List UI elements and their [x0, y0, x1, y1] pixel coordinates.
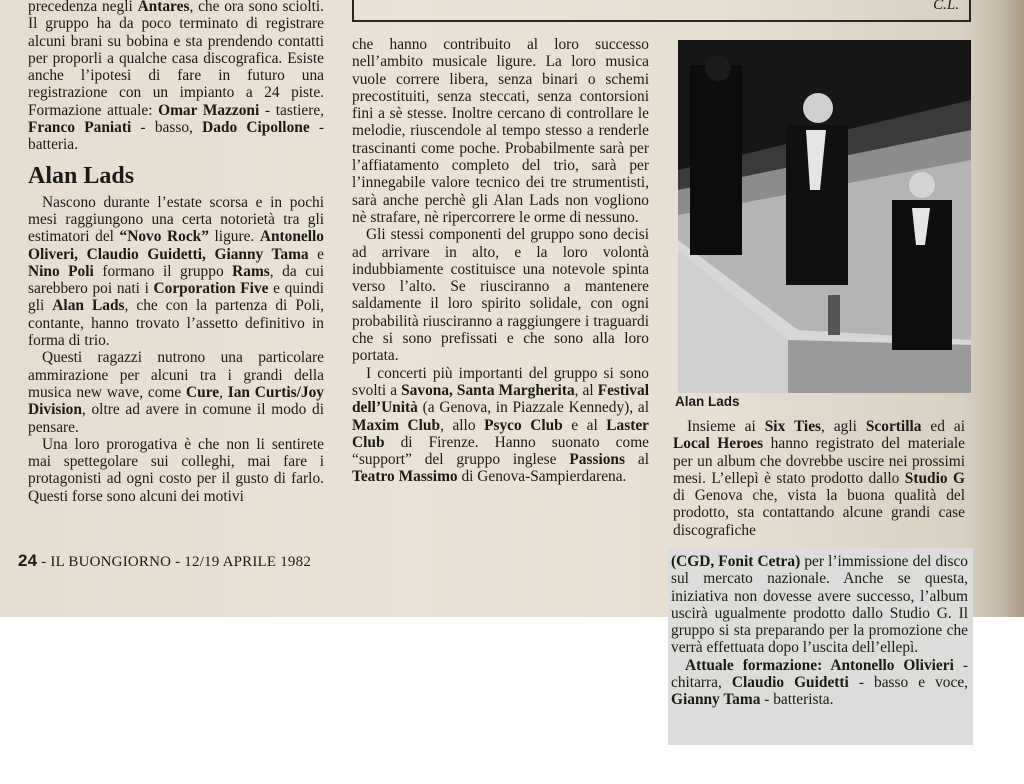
- text-run: precedenza negli: [28, 0, 138, 15]
- bold-text: Antonello Oliveri, Claudio Guidetti, Gianny Tama: [28, 228, 325, 263]
- body-paragraph: [352, 36, 649, 226]
- bold-text: “Novo Rock”: [119, 228, 209, 246]
- bold-text: Gianny Tama: [671, 691, 761, 709]
- text-run: per l’immissione del disco sul mercato nazionale. Anche se questa, iniziativa non dovesse avere successo, l’album uscirà ugualmente prodotto dallo Studio G. Il gruppo si sta preparando per la promozione che verrà effettuata dopo l’uscita dell’ellepì.: [671, 553, 968, 657]
- bold-text: Festival dell’Unità: [352, 381, 649, 417]
- bold-text: Cure: [186, 383, 220, 401]
- text-run: e: [308, 245, 324, 263]
- text-run: , oltre ad avere in comune il modo di pensare.: [28, 401, 324, 436]
- text-run: di Genova che, vista la buona qualità del prodotto, sta contattando alcune grandi case discografiche: [673, 487, 965, 539]
- text-run: - basso,: [131, 119, 203, 137]
- text-run: ,: [219, 383, 228, 401]
- author-signature: C.L.: [933, 0, 959, 13]
- bold-text: Savona, Santa Margherita: [401, 381, 575, 399]
- bold-text: Laster Club: [352, 416, 649, 451]
- bold-text: Teatro Massimo: [352, 468, 458, 486]
- text-run: e quindi gli: [28, 280, 324, 315]
- text-run: Insieme ai: [687, 418, 765, 435]
- column-middle: [352, 36, 649, 486]
- body-paragraph: [28, 194, 324, 350]
- text-run: I concerti più importanti del gruppo si sono svolti a: [352, 364, 649, 399]
- text-run: ed ai: [921, 418, 965, 435]
- article-heading: Alan Lads: [28, 162, 135, 189]
- body-paragraph: [352, 226, 649, 364]
- column-clipping: [671, 553, 968, 709]
- bold-text: Corporation Five: [153, 280, 269, 298]
- bold-text: Ian Curtis/Joy Division: [28, 383, 325, 419]
- text-run: e al: [562, 416, 607, 434]
- bold-text: Scortilla: [865, 418, 922, 435]
- text-run: (a Genova, in Piazzale Kennedy), al: [417, 399, 649, 417]
- publication-line: - IL BUONGIORNO - 12/19 APRILE 1982: [41, 554, 312, 570]
- bold-text: Franco Paniati: [28, 119, 132, 137]
- text-run: - batterista.: [760, 691, 834, 709]
- bold-text: Claudio Guidetti: [731, 674, 849, 692]
- bold-text: Omar Mazzoni: [158, 101, 260, 119]
- text-run: - batteria.: [28, 119, 325, 154]
- body-paragraph: [671, 657, 968, 709]
- body-paragraph: [28, 349, 324, 435]
- bold-text: Attuale formazione: Antonello Olivieri: [685, 656, 954, 674]
- bold-text: Local Heroes: [673, 435, 764, 453]
- text-run: al: [624, 451, 649, 469]
- bold-text: Passions: [569, 451, 625, 469]
- text-run: che hanno contribuito al loro successo nell’ambito musicale ligure. La loro musica vuole correre libera, senza binari o schemi precostituiti, senza steccati, senza contorsioni fini a sè stesse. Inoltre cercano di controllare le melodie, riuscendole al tempo stesso a renderle trascinanti come poche. Probabilmente sarà per l’affiatamento completo del trio, sarà per l’innegabile valore tecnico dei tre strumentisti, sarà anche perchè gli Alan Lads non vogliono nè strafare, nè ripercorrere le orme di nessuno.: [352, 36, 649, 226]
- bold-text: Six Ties: [764, 418, 822, 435]
- column-left: [28, 0, 324, 505]
- text-run: , che ora sono sciolti. Il gruppo ha da poco terminato di registrare alcuni brani su bobina e sta prendendo contatti per proporli a qualche casa discografica. Esiste anche l’ipotesi di fare in futuro una registrazione con un impianto a 24 piste. Formazione attuale:: [28, 0, 324, 119]
- band-photo-image: [678, 40, 971, 393]
- text-run: Gli stessi componenti del gruppo sono decisi ad arrivare in alto, e la loro volontà indubbiamente costituisce una notevole spinta verso l’alto. Se riusciranno a mantenere saldamente il loro spirito solidale, con ogni probabilità riusciranno a raggiungere i traguardi che si sono prefissati e che sono alla loro portata.: [352, 226, 649, 365]
- bold-text: Studio G: [904, 469, 965, 487]
- text-run: , al: [574, 381, 598, 399]
- body-paragraph: [671, 553, 968, 657]
- photo-caption: Alan Lads: [675, 394, 740, 409]
- text-run: - chitarra,: [671, 656, 968, 692]
- text-run: , che con la partenza di Poli, contante, hanno trovato l’assetto definitivo in forma di trio.: [28, 297, 324, 350]
- text-run: , agli: [821, 418, 866, 435]
- text-run: di Genova-Sampierdarena.: [457, 468, 627, 486]
- body-paragraph: [352, 365, 649, 486]
- bold-text: Nino Poli: [28, 262, 94, 280]
- text-run: ligure.: [208, 228, 260, 246]
- boxed-article-frame: [352, 0, 971, 22]
- bold-text: Alan Lads: [52, 297, 125, 315]
- page-edge-shadow: [998, 0, 1024, 617]
- page-number: 24: [18, 551, 38, 570]
- text-run: Una loro prorogativa è che non li sentirete mai spettegolare sui colleghi, mai fare i protagonisti ad ogni costo per il gusto di farlo. Questi forse sono alcuni dei motivi: [28, 435, 324, 505]
- text-run: - basso e voce,: [848, 674, 969, 692]
- band-photo: [678, 40, 971, 393]
- text-run: , allo: [440, 416, 485, 434]
- bold-text: Maxim Club: [352, 416, 441, 434]
- text-run: Nascono durante l’estate scorsa e in pochi mesi raggiungono una certa notorietà tra gli estimatori del: [28, 193, 324, 246]
- page-footer: [18, 552, 311, 571]
- text-run: di Firenze. Hanno suonato come “support” del gruppo inglese: [352, 433, 649, 469]
- body-paragraph: [673, 418, 965, 539]
- text-run: Questi ragazzi nutrono una particolare ammirazione per alcuni tra i grandi della musica new wave, come: [28, 349, 324, 401]
- bold-text: Antares: [137, 0, 190, 15]
- body-paragraph: [28, 436, 324, 505]
- intro-paragraph: [28, 0, 324, 154]
- column-right: [673, 418, 965, 539]
- text-run: hanno registrato del materiale per un album che dovrebbe uscire nei prossimi mesi. L’ellepì è stato prodotto dallo: [673, 435, 965, 487]
- text-run: formano il gruppo: [93, 262, 233, 280]
- text-run: , da cui sarebbero poi nati i: [28, 262, 324, 298]
- bold-text: (CGD, Fonit Cetra): [671, 553, 801, 570]
- text-run: - tastiere,: [259, 101, 325, 119]
- bold-text: Psyco Club: [484, 416, 563, 434]
- bold-text: Rams: [232, 262, 270, 280]
- bold-text: Dado Cipollone: [202, 119, 310, 137]
